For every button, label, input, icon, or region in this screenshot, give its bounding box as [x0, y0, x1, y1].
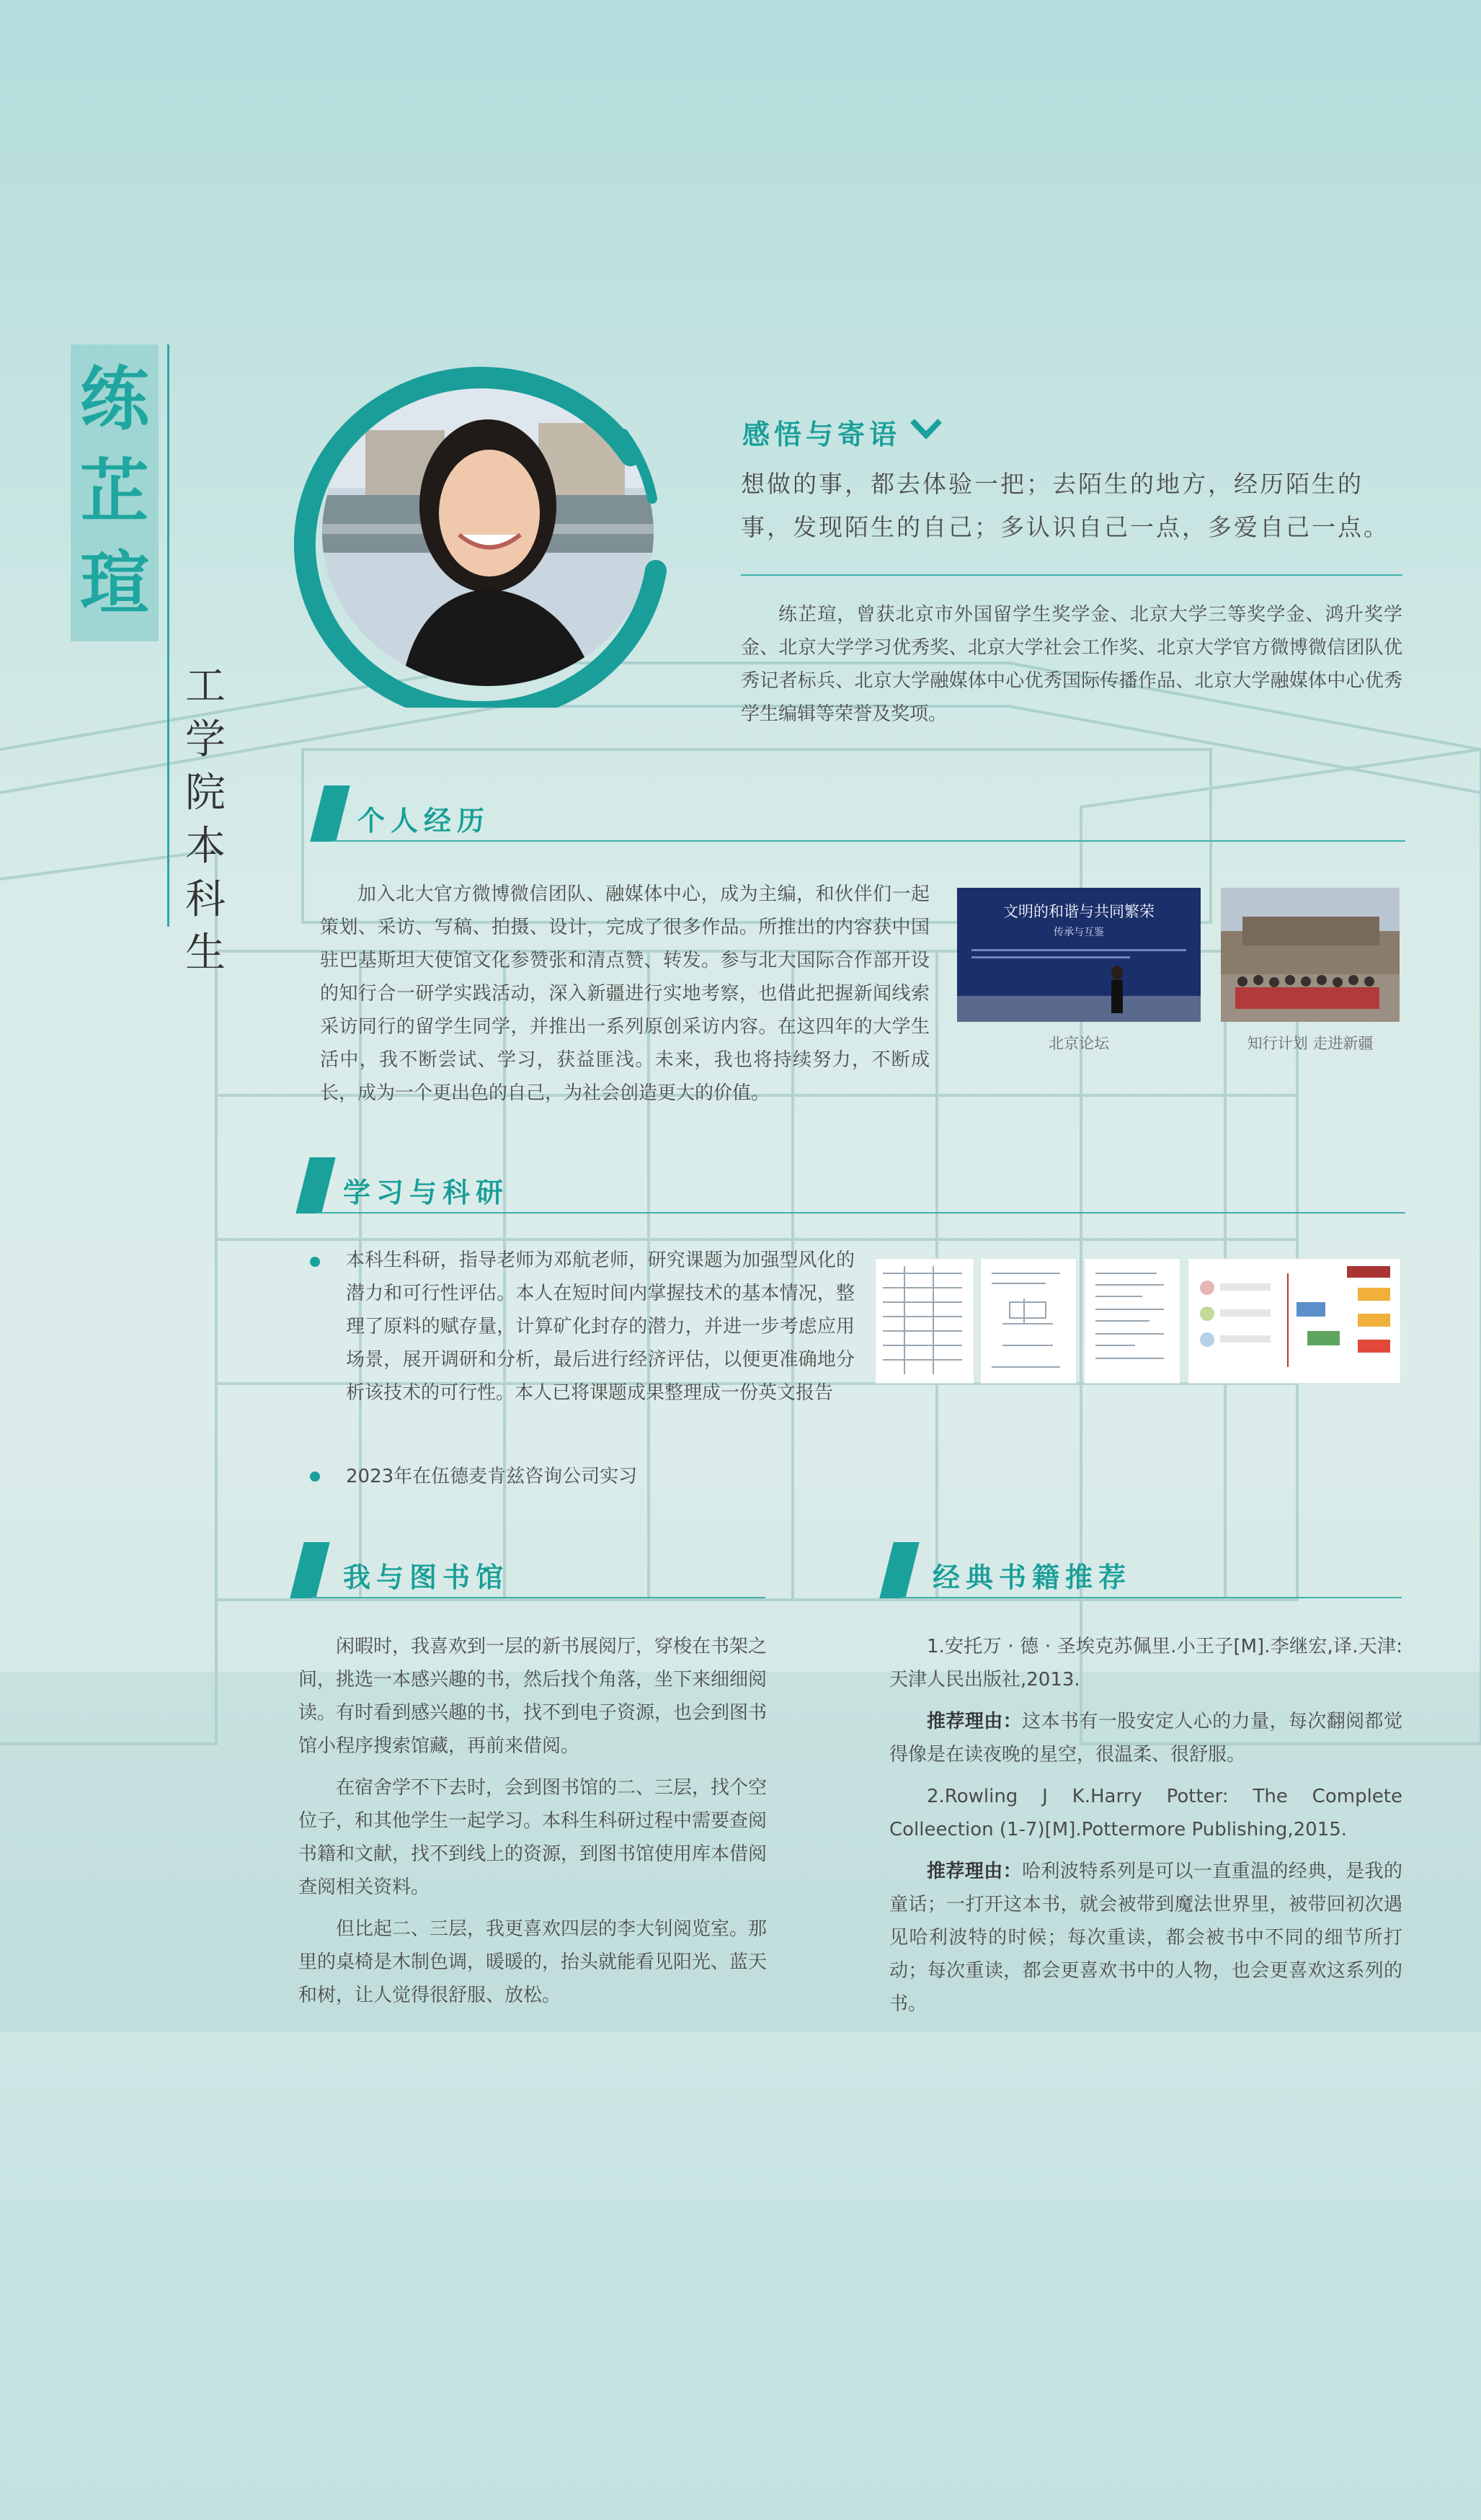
library-section-header: [297, 1542, 765, 1600]
book-reason: [889, 1705, 1402, 1771]
research-diagram-thumbnail: [1188, 1258, 1401, 1384]
library-paragraph: 但比起二、三层，我更喜欢四层的李大钊阅览室。那里的桌椅是木制色调，暖暖的，抬头就能看见阳光、蓝天和树，让人觉得很舒服、放松。: [298, 1918, 768, 2006]
research-item: 本科生科研，指导老师为邓航老师，研究课题为加强型风化的潜力和可行性评估。本人在短时间内掌握技术的基本情况，整理了原料的赋存量，计算矿化封存的潜力，并进一步考虑应用场景，展开调研和分析，最后进行经济评估，以便更准确地分析该技术的可行性。本人已将课题成果整理成一份英文报告: [346, 1250, 855, 1404]
photo-caption: 北京论坛: [1049, 1035, 1109, 1052]
motto-text: 想做的事，都去体验一把；去陌生的地方，经历陌生的事，发现陌生的自己；多认识自己一点，多爱自己一点。: [741, 470, 1389, 541]
bullet-point: [310, 1257, 320, 1267]
motto-heading: 感悟与寄语: [742, 418, 902, 450]
books-block: [889, 1630, 1402, 2029]
experience-section-header: [317, 785, 1405, 843]
section-marker: [290, 1542, 329, 1598]
section-divider: [311, 1597, 765, 1598]
library-paragraph: 闲暇时，我喜欢到一层的新书展阅厅，穿梭在书架之间，挑选一本感兴趣的书，然后找个角落，坐下来细细阅读。有时看到感兴趣的书，找不到电子资源，也会到图书馆小程序搜索馆藏，再前来借阅。: [298, 1636, 768, 1757]
library-heading: 我与图书馆: [343, 1561, 510, 1593]
experience-heading: 个人经历: [357, 804, 491, 837]
chevron-down-icon: [909, 417, 943, 441]
section-marker: [295, 1157, 335, 1214]
bullet-point: [310, 1472, 320, 1482]
student-role: 工学院本科生: [185, 663, 226, 976]
report-page-thumbnail: [980, 1258, 1077, 1384]
experience-text: 加入北大官方微博微信团队、融媒体中心，成为主编，和伙伴们一起策划、采访、写稿、拍摄、设计，完成了很多作品。所推出的内容获中国驻巴基斯坦大使馆文化参赞张和清点赞、转发。参与北大国际合作部开设的知行合一研学实践活动，深入新疆进行实地考察，也借此把握新闻线索采访同行的留学生同学，并推出一系列原创采访内容。在这四年的大学生活中，我不断尝试、学习，获益匪浅。未来，我也将持续努力，不断成长，成为一个更出色的自己，为社会创造更大的价值。: [320, 883, 930, 1104]
research-item: 2023年在伍德麦肯兹咨询公司实习: [346, 1466, 638, 1487]
bio-text: 练芷瑄，曾获北京市外国留学生奖学金、北京大学三等奖学金、鸿升奖学金、北京大学学习优秀奖、北京大学社会工作奖、北京大学官方微博微信团队优秀记者标兵、北京大学融媒体中心优秀国际传播作品、北京大学融媒体中心优秀学生编辑等荣誉及奖项。: [741, 604, 1402, 725]
student-name: 练芷瑄: [80, 358, 149, 624]
photo-caption: 知行计划 走进新疆: [1247, 1035, 1374, 1052]
avatar-ring-decoration: [292, 355, 667, 708]
report-page-thumbnail: [875, 1258, 974, 1384]
report-page-thumbnail: [1084, 1258, 1180, 1384]
section-divider: [317, 1212, 1405, 1214]
library-block: [298, 1630, 767, 2021]
books-heading: 经典书籍推荐: [933, 1561, 1132, 1593]
bio-block: [741, 598, 1402, 739]
reason-label: 推荐理由：: [927, 1711, 1023, 1732]
section-divider: [901, 1597, 1402, 1598]
beijing-forum-photo: [957, 888, 1201, 1022]
book-citation: 2.Rowling J K.Harry Potter: The Complete Colleection (1-7)[M].Pottermore Publishing,2015.: [889, 1786, 1402, 1840]
research-section-header: [303, 1157, 1405, 1215]
research-heading: 学习与科研: [343, 1176, 510, 1208]
banner-subtitle: 传承与互鉴: [1054, 927, 1104, 938]
books-section-header: [886, 1542, 1402, 1600]
reason-text: 这本书有一股安定人心的力量，每次翻阅都觉得像是在读夜晚的星空，很温柔、很舒服。: [889, 1711, 1402, 1766]
motto-divider: [741, 574, 1402, 576]
experience-block: [320, 878, 930, 1118]
section-marker: [310, 785, 350, 842]
reason-label: 推荐理由：: [927, 1861, 1023, 1882]
banner-title: 文明的和谐与共同繁荣: [1003, 903, 1155, 920]
reason-text: 哈利波特系列是可以一直重温的经典，是我的童话；一打开这本书，就会被带到魔法世界里，被带回初次遇见哈利波特的时候；每次重读，都会被书中不同的细节所打动；每次重读，都会更喜欢书中的人物，也会更喜欢这系列的书。: [889, 1861, 1402, 2015]
name-divider-line: [167, 344, 169, 927]
section-divider: [332, 840, 1405, 842]
book-reason: [889, 1855, 1402, 2021]
library-paragraph: 在宿舍学不下去时，会到图书馆的二、三层，找个空位子，和其他学生一起学习。本科生科研过程中需要查阅书籍和文献，找不到线上的资源，到图书馆使用库本借阅查阅相关资料。: [298, 1777, 768, 1898]
section-marker: [879, 1542, 919, 1598]
book-citation: 1.安托万 · 德 · 圣埃克苏佩里.小王子[M].李继宏,译.天津:天津人民出版社,2013.: [889, 1636, 1402, 1691]
xinjiang-trip-photo: [1221, 888, 1400, 1022]
